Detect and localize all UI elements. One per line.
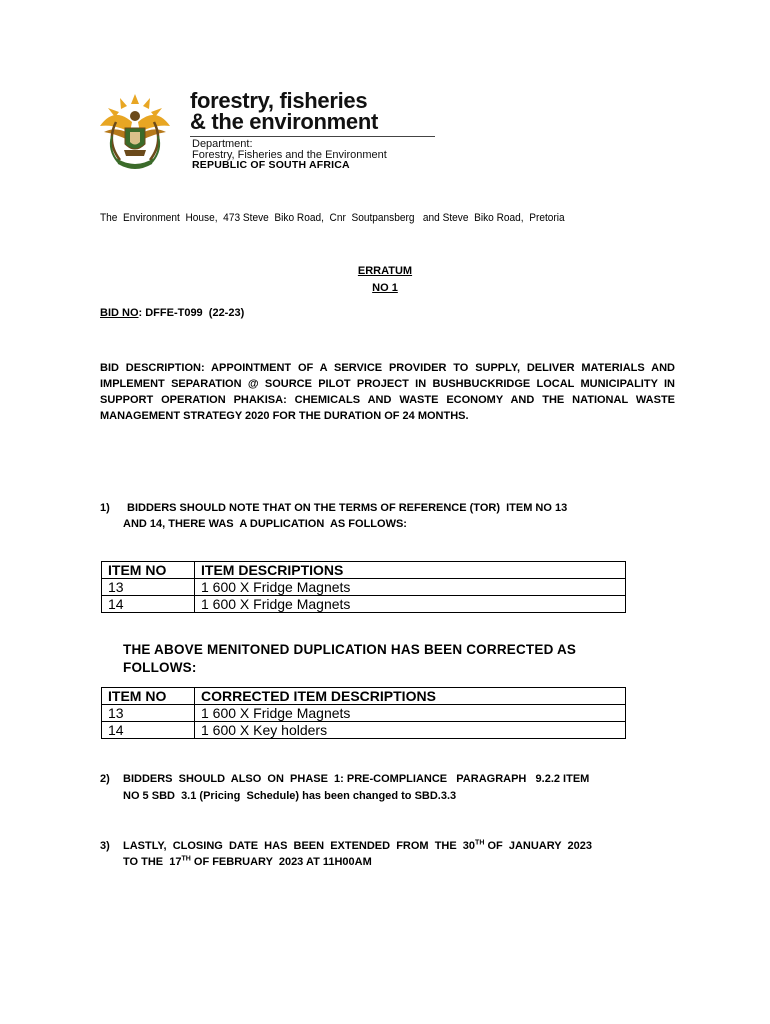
coat-of-arms-logo <box>94 92 176 172</box>
brand-divider <box>190 136 435 137</box>
correction-note-line-2: FOLLOWS: <box>123 660 197 675</box>
address-line: The Environment House, 473 Steve Biko Road, Cnr Soutpansberg and Steve Biko Road, Pretoria <box>100 212 565 224</box>
item-3-line-1-end: OF JANUARY 2023 <box>484 840 592 852</box>
table-row <box>102 579 626 596</box>
original-items-table <box>101 561 626 613</box>
table-cell: 1 600 X Key holders <box>195 722 626 739</box>
correction-note-line-1: THE ABOVE MENITONED DUPLICATION HAS BEEN CORRECTED AS <box>123 642 577 657</box>
item-1-line-1: BIDDERS SHOULD NOTE THAT ON THE TERMS OF REFERENCE (TOR) ITEM NO 13 <box>127 502 568 514</box>
department-label: Department: <box>192 138 253 150</box>
item-3-line-1-text: LASTLY, CLOSING DATE HAS BEEN EXTENDED FROM THE 30 <box>123 840 476 852</box>
ordinal-suffix: TH <box>475 839 485 847</box>
table-cell: 1 600 X Fridge Magnets <box>195 705 626 722</box>
table-cell: 14 <box>102 596 195 613</box>
item-1-number: 1) <box>100 502 110 514</box>
column-header-descriptions: ITEM DESCRIPTIONS <box>195 562 626 579</box>
brand-line-2: & the environment <box>190 109 379 134</box>
item-3-line-1 <box>123 838 592 854</box>
table-cell: 14 <box>102 722 195 739</box>
bid-number <box>100 307 244 319</box>
department-name: Forestry, Fisheries and the Environment <box>192 149 387 161</box>
corrected-items-table <box>101 687 626 739</box>
item-2-line-1: BIDDERS SHOULD ALSO ON PHASE 1: PRE-COMPLIANCE PARAGRAPH 9.2.2 ITEM <box>123 773 590 785</box>
country-name: REPUBLIC OF SOUTH AFRICA <box>192 159 350 171</box>
erratum-title: ERRATUM <box>357 265 413 277</box>
item-2-line-2: NO 5 SBD 3.1 (Pricing Schedule) has been changed to SBD.3.3 <box>123 790 457 802</box>
table-cell: 1 600 X Fridge Magnets <box>195 579 626 596</box>
item-3-number: 3) <box>100 840 110 852</box>
table-row <box>102 705 626 722</box>
erratum-number: NO 1 <box>372 282 398 294</box>
table-header-row <box>102 562 626 579</box>
bid-description: BID DESCRIPTION: APPOINTMENT OF A SERVICE PROVIDER TO SUPPLY, DELIVER MATERIALS AND IMPLEMENT SEPARATION @ SOURCE PILOT PROJECT IN BUSHBUCKRIDGE LOCAL MUNICIPALITY IN SUPPORT OPERATION PHAKISA: CHEMICALS AND WASTE ECONOMY AND THE NATIONAL WASTE MANAGEMENT STRATEGY 2020 FOR THE DURATION OF 24 MONTHS. <box>100 362 675 422</box>
item-3-line-2-text: TO THE 17 <box>123 856 182 868</box>
table-row <box>102 722 626 739</box>
department-block <box>192 139 387 161</box>
column-header-item-no: ITEM NO <box>102 688 195 705</box>
ordinal-suffix: TH <box>181 855 191 863</box>
bid-number-label: BID NO <box>100 307 139 319</box>
table-cell: 13 <box>102 705 195 722</box>
item-3-line-2 <box>123 854 372 870</box>
table-cell: 13 <box>102 579 195 596</box>
table-row <box>102 596 626 613</box>
item-1-line-2: AND 14, THERE WAS A DUPLICATION AS FOLLOWS: <box>123 518 407 530</box>
brand-line-1: forestry, fisheries <box>190 88 368 113</box>
item-3-line-2-end: OF FEBRUARY 2023 AT 11H00AM <box>190 856 372 868</box>
column-header-corrected-descriptions: CORRECTED ITEM DESCRIPTIONS <box>195 688 626 705</box>
item-2-number: 2) <box>100 773 110 785</box>
table-header-row <box>102 688 626 705</box>
table-cell: 1 600 X Fridge Magnets <box>195 596 626 613</box>
bid-number-value: : DFFE-T099 (22-23) <box>138 307 245 319</box>
column-header-item-no: ITEM NO <box>102 562 195 579</box>
correction-note <box>123 641 576 677</box>
